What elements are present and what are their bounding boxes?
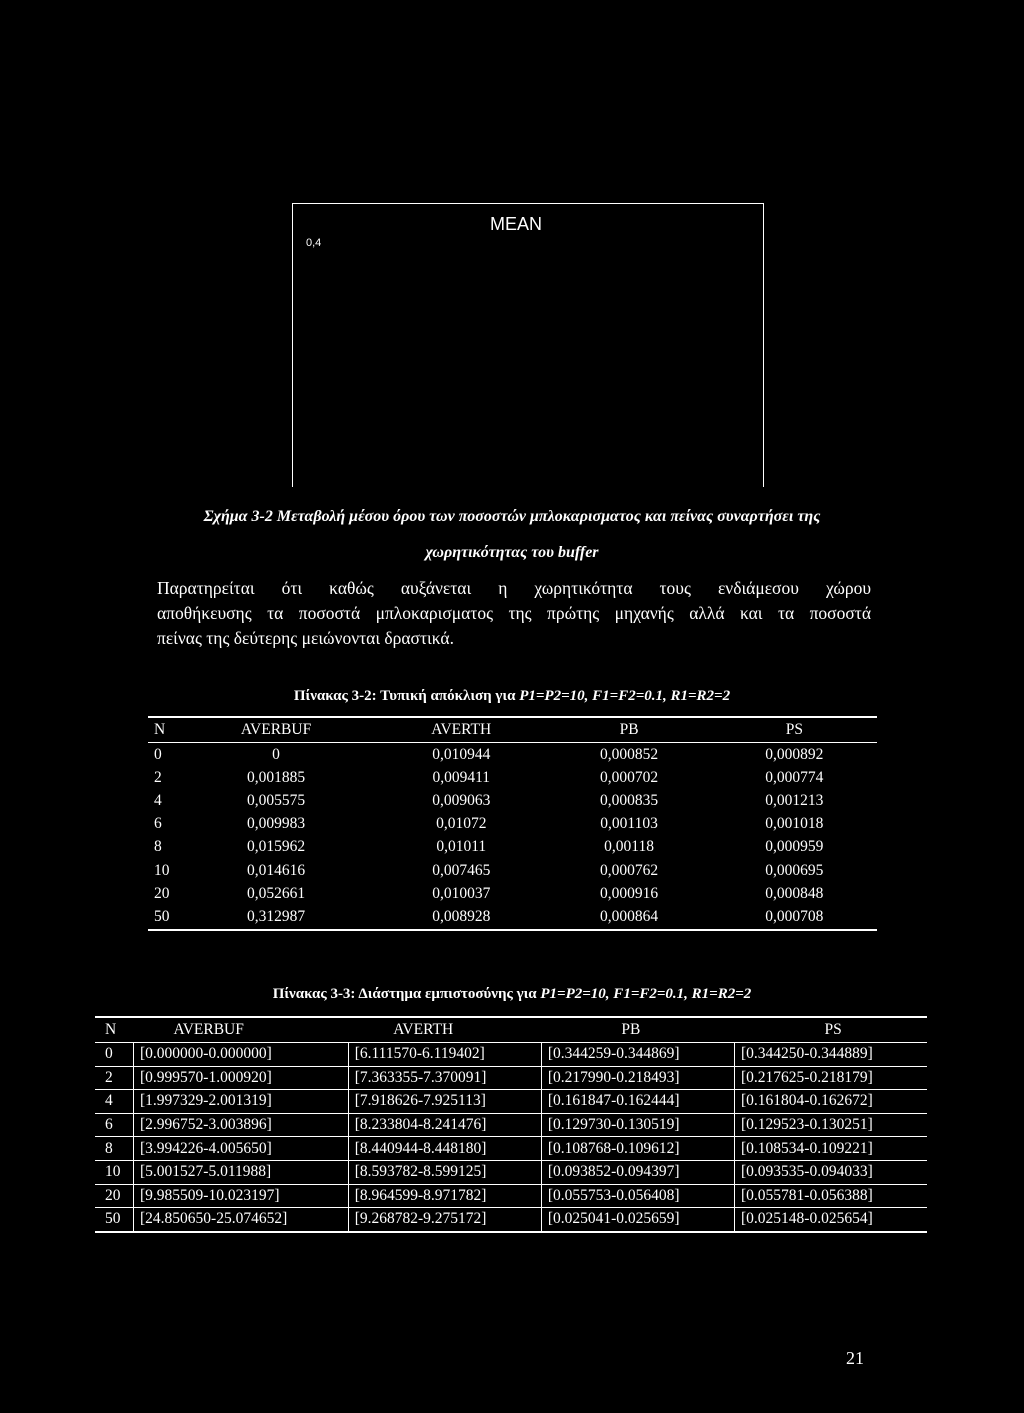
table3-cell: 10 xyxy=(95,1160,134,1184)
table2-row xyxy=(148,813,877,836)
table3-row xyxy=(95,1113,927,1137)
table3-cell: [0.108768-0.109612] xyxy=(541,1137,734,1161)
table2-cell: 0,000702 xyxy=(600,768,659,786)
table2-cell: 4 xyxy=(154,791,162,809)
table2-cell: 0,010037 xyxy=(432,884,491,902)
table2-cell: 20 xyxy=(154,884,170,902)
table3-cell: [24.850650-25.074652] xyxy=(134,1208,349,1232)
paragraph-line2: αποθήκευσης τα ποσοστά μπλοκαρισματος της πρώτης μηχανής αλλά και τα ποσοστά xyxy=(157,603,871,623)
table2-cell: 0,000835 xyxy=(600,791,659,809)
table3-cell: [0.000000-0.000000] xyxy=(134,1043,349,1067)
table2-cell: 0 xyxy=(272,745,280,763)
table2-row xyxy=(148,905,877,929)
table3-cell: 0 xyxy=(95,1043,134,1067)
table2-header: PS xyxy=(712,717,877,743)
table3-cell: [8.440944-8.448180] xyxy=(348,1137,541,1161)
table3-cell: [0.129730-0.130519] xyxy=(541,1113,734,1137)
table3-cell: [0.025148-0.025654] xyxy=(735,1208,928,1232)
table3-title-params: P1=P2=10, F1=F2=0.1, R1=R2=2 xyxy=(540,986,752,1002)
table3-cell: [0.093535-0.094033] xyxy=(735,1160,928,1184)
table3-cell: [0.161804-0.162672] xyxy=(735,1090,928,1114)
table2-header-row xyxy=(148,717,877,743)
table3-cell: 6 xyxy=(95,1113,134,1137)
table3-cell: [9.985509-10.023197] xyxy=(134,1184,349,1208)
table3-cell: [7.363355-7.370091] xyxy=(348,1066,541,1090)
table2-cell: 0,009983 xyxy=(246,815,306,833)
table3-cell: [0.129523-0.130251] xyxy=(735,1113,928,1137)
table3-cell: [0.344259-0.344869] xyxy=(541,1043,734,1067)
table3-row xyxy=(95,1043,927,1067)
table3-cell: [8.233804-8.241476] xyxy=(348,1113,541,1137)
table2-cell: 0,005575 xyxy=(246,791,306,809)
table2-row xyxy=(148,836,877,859)
chart-title: MEAN xyxy=(490,214,543,234)
table3-row xyxy=(95,1208,927,1232)
table3-title xyxy=(0,986,1024,1003)
paragraph-line3: πείνας της δεύτερης μειώνονται δραστικά. xyxy=(157,628,454,648)
table3-cell: [7.918626-7.925113] xyxy=(348,1090,541,1114)
table3-cell: 4 xyxy=(95,1090,134,1114)
chart-y-tick: 0,4 xyxy=(306,237,322,249)
table3-cell: [5.001527-5.011988] xyxy=(134,1160,349,1184)
table3-cell: [0.344250-0.344889] xyxy=(735,1043,928,1067)
table2-cell: 0,000708 xyxy=(712,905,877,929)
table3-cell: [9.268782-9.275172] xyxy=(348,1208,541,1232)
table2 xyxy=(148,716,877,931)
table3-cell: [2.996752-3.003896] xyxy=(134,1113,349,1137)
paragraph xyxy=(157,576,871,651)
table3-cell: [0.999570-1.000920] xyxy=(134,1066,349,1090)
table3-header-row xyxy=(95,1017,927,1043)
table2-cell: 0,052661 xyxy=(246,884,306,902)
table2-cell: 0,000762 xyxy=(600,861,659,879)
table3-cell: [8.964599-8.971782] xyxy=(348,1184,541,1208)
table3-title-main: Πίνακας 3-3: Διάστημα εμπιστοσύνης για xyxy=(272,986,541,1002)
table3-cell: 2 xyxy=(95,1066,134,1090)
table3-header: AVERTH xyxy=(348,1017,541,1043)
chart-frame xyxy=(292,203,764,487)
table2-cell: 2 xyxy=(154,768,162,786)
table2-cell: 0,00118 xyxy=(604,838,654,856)
table2-cell: 6 xyxy=(154,815,162,833)
table3-cell: [6.111570-6.119402] xyxy=(348,1043,541,1067)
table3-cell: [0.055753-0.056408] xyxy=(541,1184,734,1208)
table3-cell: [0.108534-0.109221] xyxy=(735,1137,928,1161)
table2-cell: 0,000852 xyxy=(600,745,659,763)
table2-cell: 0 xyxy=(154,745,162,763)
table3-cell: [0.217625-0.218179] xyxy=(735,1066,928,1090)
table3-header: AVERBUF xyxy=(134,1017,349,1043)
table2-title-main: Πίνακας 3-2: Τυπική απόκλιση για xyxy=(293,688,520,704)
table2-cell: 0,000848 xyxy=(765,884,824,902)
table2-row xyxy=(148,859,877,882)
table3-cell: [0.093852-0.094397] xyxy=(541,1160,734,1184)
table3-row xyxy=(95,1184,927,1208)
table2-cell: 0,001018 xyxy=(765,815,824,833)
table2-cell: 0,000774 xyxy=(765,768,824,786)
table2-cell: 10 xyxy=(154,861,170,879)
table2-row xyxy=(148,766,877,789)
table2-cell: 0,000892 xyxy=(765,745,824,763)
table2-cell: 0,007465 xyxy=(432,861,491,879)
table2-cell: 0,015962 xyxy=(246,838,306,856)
table2-cell: 50 xyxy=(148,905,176,929)
table2-cell: 0,312987 xyxy=(176,905,376,929)
table3-row xyxy=(95,1160,927,1184)
table2-cell: 0,008928 xyxy=(376,905,546,929)
table2-title xyxy=(0,688,1024,705)
table2-cell: 0,000695 xyxy=(765,861,824,879)
table2-cell: 0,000916 xyxy=(600,884,659,902)
table3 xyxy=(95,1016,927,1233)
table2-header: N xyxy=(148,717,176,743)
table2-row xyxy=(148,882,877,905)
table3-row xyxy=(95,1090,927,1114)
table2-cell: 8 xyxy=(154,838,162,856)
table3-cell: [8.593782-8.599125] xyxy=(348,1160,541,1184)
table2-cell: 0,010944 xyxy=(432,745,491,763)
table2-cell: 0,009411 xyxy=(432,768,491,786)
table3-header: PS xyxy=(735,1017,928,1043)
table2-cell: 0,01011 xyxy=(436,838,487,856)
figure-caption-line2: χωρητικότητας του buffer xyxy=(425,544,599,561)
table3-header: PB xyxy=(541,1017,734,1043)
table2-header: PB xyxy=(546,717,711,743)
table2-cell: 0,001885 xyxy=(246,768,306,786)
table2-cell: 0,009063 xyxy=(432,791,491,809)
table3-cell: [0.055781-0.056388] xyxy=(735,1184,928,1208)
table3-cell: [1.997329-2.001319] xyxy=(134,1090,349,1114)
table3-cell: 8 xyxy=(95,1137,134,1161)
table2-cell: 0,014616 xyxy=(246,861,306,879)
table2-cell: 0,01072 xyxy=(436,815,487,833)
table2-row xyxy=(148,743,877,767)
table3-row xyxy=(95,1066,927,1090)
table2-cell: 0,001213 xyxy=(765,791,824,809)
table2-cell: 0,001103 xyxy=(600,815,658,833)
table2-cell: 0,000864 xyxy=(546,905,711,929)
table3-cell: [0.025041-0.025659] xyxy=(541,1208,734,1232)
table2-cell: 0,000959 xyxy=(765,838,824,856)
table3-cell: 50 xyxy=(95,1208,134,1232)
table3-cell: [0.161847-0.162444] xyxy=(541,1090,734,1114)
table2-header: AVERTH xyxy=(376,717,546,743)
table2-title-params: P1=P2=10, F1=F2=0.1, R1=R2=2 xyxy=(519,688,731,704)
table3-cell: [3.994226-4.005650] xyxy=(134,1137,349,1161)
table3-cell: [0.217990-0.218493] xyxy=(541,1066,734,1090)
table3-row xyxy=(95,1137,927,1161)
table3-header: N xyxy=(95,1017,134,1043)
table2-header: AVERBUF xyxy=(176,717,376,743)
table3-cell: 20 xyxy=(95,1184,134,1208)
page-number: 21 xyxy=(846,1348,864,1368)
paragraph-line1: Παρατηρείται ότι καθώς αυξάνεται η χωρητικότητα τους ενδιάμεσου χώρου xyxy=(157,578,871,598)
figure-caption-line1: Σχήμα 3-2 Μεταβολή μέσου όρου των ποσοστών μπλοκαρισματος και πείνας συναρτήσει της xyxy=(203,508,821,525)
table2-row xyxy=(148,789,877,812)
